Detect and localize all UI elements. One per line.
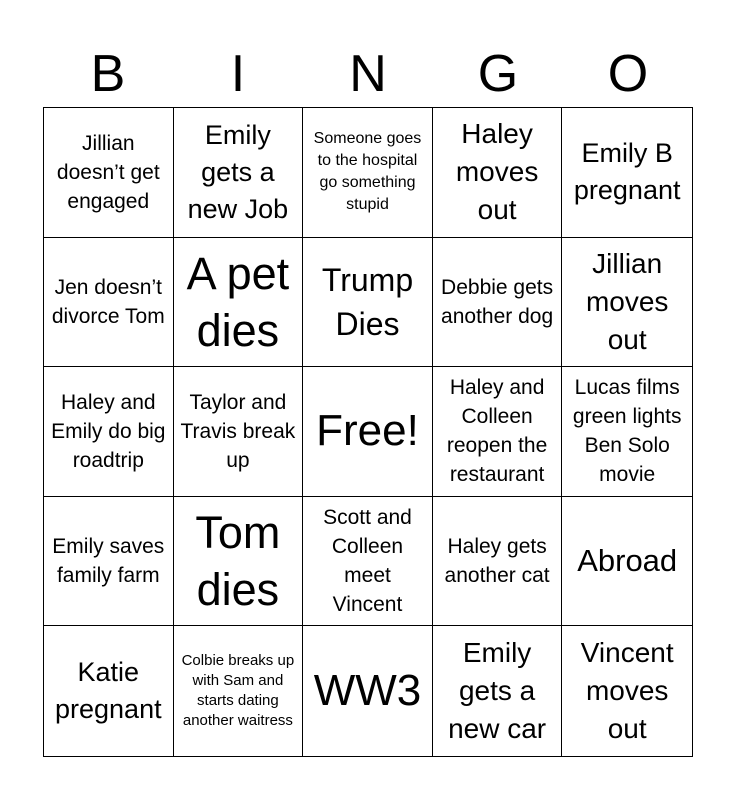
cell-text: A pet dies: [186, 247, 290, 356]
bingo-cell-r1c2[interactable]: [174, 108, 304, 238]
bingo-cell-r3c1[interactable]: [44, 367, 174, 497]
cell-text: Debbie gets another dog: [441, 275, 554, 328]
cell-text: Abroad: [577, 543, 678, 579]
bingo-cell-r3c5[interactable]: [562, 367, 692, 497]
cell-text: Lucas films green lights Ben Solo movie: [572, 376, 682, 487]
bingo-board: [43, 107, 693, 757]
bingo-cell-r1c4[interactable]: [433, 108, 563, 238]
cell-text: Colbie breaks up with Sam and starts dating another waitress: [181, 652, 295, 730]
cell-text: Haley and Colleen reopen the restaurant: [446, 376, 548, 487]
cell-text: Vincent moves out: [580, 637, 674, 745]
bingo-cell-r4c1[interactable]: [44, 497, 174, 627]
header-letter-n: N: [349, 45, 387, 103]
header-letter-b: B: [90, 45, 126, 103]
cell-text: Emily gets a new car: [448, 637, 547, 745]
bingo-cell-r3c2[interactable]: [174, 367, 304, 497]
bingo-cell-r1c1[interactable]: [44, 108, 174, 238]
bingo-cell-r2c5[interactable]: [562, 238, 692, 368]
bingo-cell-r5c1[interactable]: [44, 626, 174, 756]
cell-text: Tom dies: [195, 507, 281, 616]
bingo-cell-r4c2[interactable]: [174, 497, 304, 627]
bingo-cell-r4c3[interactable]: [303, 497, 433, 627]
bingo-cell-r2c4[interactable]: [433, 238, 563, 368]
cell-text: WW3: [313, 666, 422, 716]
bingo-cell-r5c5[interactable]: [562, 626, 692, 756]
cell-text: Scott and Colleen meet Vincent: [323, 506, 412, 617]
bingo-cell-r2c2[interactable]: [174, 238, 304, 368]
bingo-cell-r4c5[interactable]: [562, 497, 692, 627]
cell-text: Taylor and Travis break up: [180, 390, 296, 472]
header-letter-g: G: [477, 45, 519, 103]
bingo-cell-r5c4[interactable]: [433, 626, 563, 756]
bingo-cell-r5c3[interactable]: [303, 626, 433, 756]
cell-text: Haley and Emily do big roadtrip: [51, 390, 166, 472]
cell-text: Jillian doesn’t get engaged: [56, 131, 160, 213]
free-space-text: Free!: [316, 406, 419, 456]
cell-text: Katie pregnant: [55, 657, 162, 725]
bingo-header: [43, 40, 693, 108]
header-letter-i: I: [230, 45, 246, 103]
cell-text: Trump Dies: [321, 261, 414, 342]
cell-text: Haley moves out: [455, 118, 539, 226]
cell-text: Someone goes to the hospital go something stupid: [313, 130, 422, 214]
cell-text: Jillian moves out: [585, 247, 669, 355]
bingo-cell-r1c5[interactable]: [562, 108, 692, 238]
cell-text: Emily saves family farm: [52, 535, 165, 588]
header-letter-o: O: [607, 45, 649, 103]
bingo-cell-r5c2[interactable]: [174, 626, 304, 756]
bingo-cell-r2c3[interactable]: [303, 238, 433, 368]
bingo-cell-r1c3[interactable]: [303, 108, 433, 238]
cell-text: Jen doesn’t divorce Tom: [51, 275, 165, 328]
cell-text: Emily gets a new Job: [187, 119, 289, 224]
bingo-cell-r4c4[interactable]: [433, 497, 563, 627]
cell-text: Haley gets another cat: [444, 535, 550, 588]
bingo-cell-r2c1[interactable]: [44, 238, 174, 368]
bingo-cell-r3c4[interactable]: [433, 367, 563, 497]
cell-text: Emily B pregnant: [573, 138, 681, 206]
bingo-cell-free[interactable]: [303, 367, 433, 497]
